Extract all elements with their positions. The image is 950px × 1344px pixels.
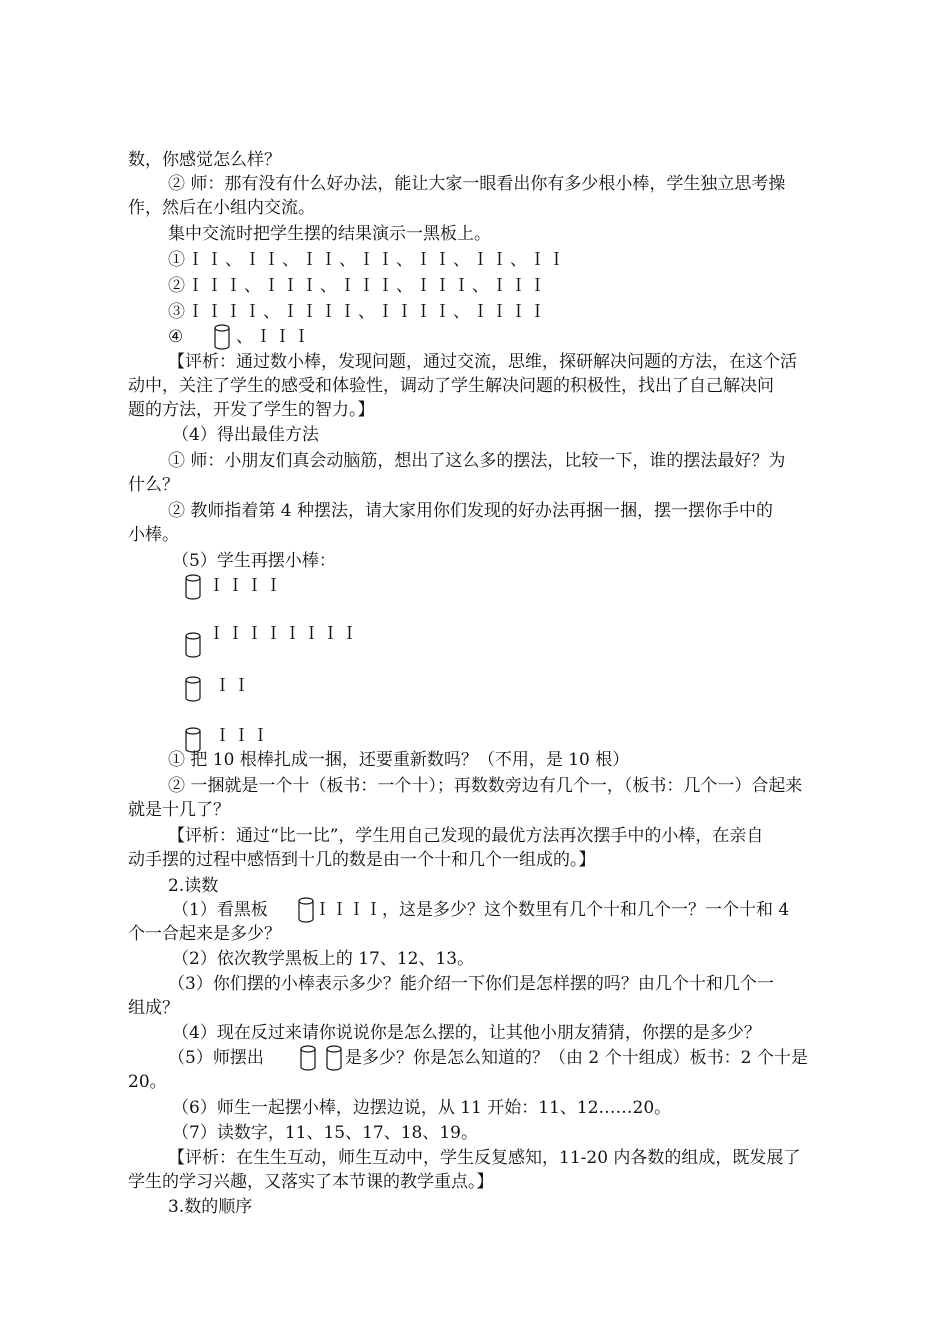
stick-row-4: 、ＩＩＩ — [236, 327, 312, 347]
text-line: （2）依次教学黑板上的 17、12、13。 — [172, 949, 475, 969]
section-heading: 2.读数 — [168, 876, 219, 896]
text-line: ② 教师指着第 4 种摆法，请大家用你们发现的好办法再捆一捆，摆一摆你手中的 — [168, 501, 774, 521]
stick-row: ＩＩＩ — [214, 726, 271, 746]
text-line: （5）师摆出 — [168, 1048, 264, 1068]
text-line: 是多少？你是怎么知道的？（由 2 个十组成）板书：2 个十是 — [345, 1048, 808, 1068]
text-line: （6）师生一起摆小棒，边摆边说，从 11 开始：11、12……20。 — [172, 1098, 672, 1118]
text-line: （1）看黑板 — [172, 900, 268, 920]
text-line: 动中，关注了学生的感受和体验性，调动了学生解决问题的积极性，找出了自己解决问 — [128, 376, 774, 396]
text-line: （4）现在反过来请你说说你是怎么摆的，让其他小朋友猜猜，你摆的是多少？ — [172, 1023, 761, 1043]
text-line: 集中交流时把学生摆的结果演示一黑板上。 — [168, 224, 491, 244]
bundle-icon — [185, 676, 201, 702]
text-line: ① 把 10 根棒扎成一捆，还要重新数吗？（不用，是 10 根） — [168, 750, 630, 770]
text-line: 学生的学习兴趣，又落实了本节课的教学重点。】 — [128, 1172, 494, 1192]
text-line: （7）读数字，11、15、17、18、19。 — [172, 1123, 478, 1143]
stick-row: ＩＩＩＩＩＩＩＩ — [208, 624, 360, 644]
stick-row-3: ③ＩＩＩＩ、ＩＩＩＩ、ＩＩＩＩ、ＩＩＩＩ — [168, 302, 548, 322]
stick-row-4-label: ④ — [168, 327, 184, 347]
stick-row-2: ②ＩＩＩ、ＩＩＩ、ＩＩＩ、ＩＩＩ、ＩＩＩ — [168, 276, 548, 296]
bundle-icon — [326, 1045, 342, 1071]
text-line: 【评析：通过数小棒，发现问题，通过交流，思维，探研解决问题的方法，在这个活 — [168, 352, 797, 372]
bundle-icon — [214, 324, 230, 350]
text-line: 【评析：在生生互动，师生互动中，学生反复感知，11-20 内各数的组成，既发展了 — [168, 1148, 801, 1168]
text-line: 题的方法，开发了学生的智力。】 — [128, 400, 375, 420]
bundle-icon — [185, 574, 201, 600]
bundle-icon — [298, 897, 314, 923]
text-line: （3）你们摆的小棒表示多少？能介绍一下你们是怎样摆的吗？由几个十和几个一 — [168, 974, 774, 994]
text-line: ＩＩＩＩ，这是多少？这个数里有几个十和几个一？一个十和 4 — [314, 900, 790, 920]
text-line: ② 一捆就是一个十（板书：一个十）；再数数旁边有几个一，（板书：几个一）合起来 — [168, 776, 803, 796]
bundle-icon — [185, 632, 201, 658]
text-line: 数，你感觉怎么样？ — [128, 150, 281, 170]
text-line: 【评析：通过“比一比”，学生用自己发现的最优方法再次摆手中的小棒，在亲自 — [168, 826, 764, 846]
text-line: ② 师：那有没有什么好办法，能让大家一眼看出你有多少根小棒，学生独立思考操 — [168, 174, 786, 194]
text-line: 小棒。 — [128, 525, 179, 545]
text-line: 作，然后在小组内交流。 — [128, 198, 315, 218]
text-line: 什么？ — [128, 475, 179, 495]
stick-row-1: ①ＩＩ、ＩＩ、ＩＩ、ＩＩ、ＩＩ、ＩＩ、ＩＩ — [168, 250, 567, 270]
text-line: 个一合起来是多少？ — [128, 924, 281, 944]
text-line: 就是十几了？ — [128, 800, 230, 820]
text-line: 组成？ — [128, 998, 179, 1018]
text-line: 20。 — [128, 1072, 167, 1092]
text-line: ① 师：小朋友们真会动脑筋，想出了这么多的摆法，比较一下，谁的摆法最好？为 — [168, 451, 786, 471]
section-heading: 3.数的顺序 — [168, 1197, 253, 1217]
stick-row: ＩＩＩＩ — [208, 576, 284, 596]
bundle-icon — [300, 1045, 316, 1071]
stick-row: ＩＩ — [214, 676, 252, 696]
section-heading: （5）学生再摆小棒： — [172, 551, 336, 571]
section-heading: （4）得出最佳方法 — [172, 425, 319, 445]
text-line: 动手摆的过程中感悟到十几的数是由一个十和几个一组成的。】 — [128, 850, 596, 870]
